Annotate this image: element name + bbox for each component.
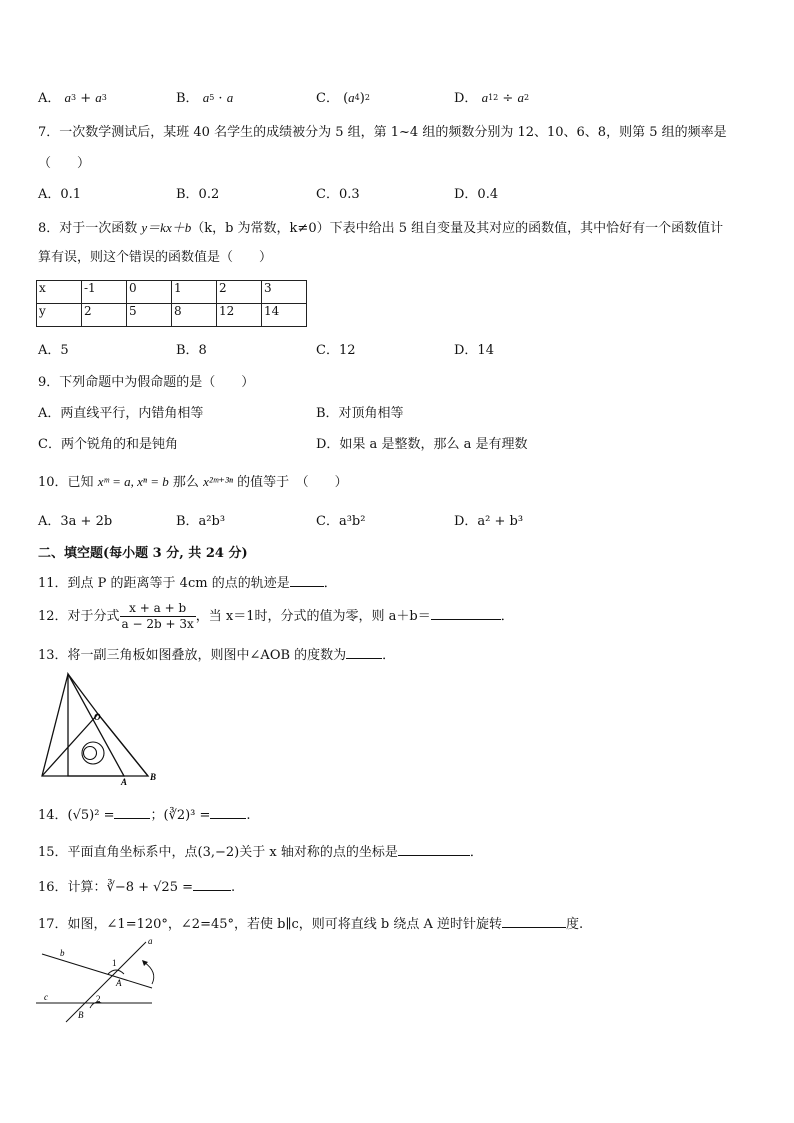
q13-text: 13．将一副三角板如图叠放，则图中∠AOB 的度数为 ． [38, 648, 396, 663]
q7-paren: （ ） [38, 156, 91, 171]
q15-text: 15．平面直角坐标系中，点(3,−2)关于 x 轴对称的点的坐标是 ． [38, 845, 483, 860]
table-cell: 3 [262, 281, 307, 304]
q9-option-c: C．两个锐角的和是钝角 [38, 437, 178, 452]
q7-option-d: D．0.4 [454, 187, 499, 202]
q8-option-a: A．5 [38, 343, 69, 358]
q12-text: 12．对于分式 $\frac{x + a + b}{a - 2b + 3x}$ ，当 x＝1时，分式的值为零，则 a＋b＝ ． [38, 601, 514, 631]
label-angle-1: 1 [112, 958, 117, 968]
q13-triangle-figure [36, 670, 166, 788]
label-angle-2: 2 [96, 994, 101, 1004]
table-cell: y [37, 304, 82, 327]
q17-text: 17．如图，∠1=120°，∠2=45°，若使 b∥c，则可将直线 b 绕点 A 逆时针旋转 度. [38, 917, 584, 932]
q6-option-d: D． $a^{12} \div a^2$ [454, 90, 530, 106]
label-line-b: b [60, 948, 65, 958]
table-cell: 12 [217, 304, 262, 327]
q12-fraction: $\frac{x + a + b}{a - 2b + 3x}$ [121, 601, 194, 631]
label-b: B [150, 772, 157, 782]
q10-option-b: B．a²b³ [176, 514, 226, 529]
q6-option-a: A． $a^3 + a^3$ [38, 90, 107, 106]
q7-option-a: A．0.1 [38, 187, 82, 202]
label-o: O [94, 712, 101, 722]
q14-text: 14．(√5)² = ；(∛2)³ = . [38, 808, 251, 823]
q10-option-d: D．a² + b³ [454, 514, 524, 529]
label-point-b: B [78, 1010, 84, 1020]
q8-value-table [36, 280, 307, 327]
q8-option-b: B．8 [176, 343, 207, 358]
q9-text: 9．下列命题中为假命题的是（ ） [38, 375, 255, 390]
q6-option-b: B． $a^5 \cdot a$ [176, 90, 234, 106]
q7-text: 7．一次数学测试后，某班 40 名学生的成绩被分为 5 组，第 1~4 组的频数分别为 12、10、6、8，则第 5 组的频率是 [38, 125, 727, 140]
q8-option-c: C．12 [316, 343, 356, 358]
q8-option-d: D．14 [454, 343, 494, 358]
table-row [37, 304, 307, 327]
q7-option-b: B．0.2 [176, 187, 220, 202]
q9-option-a: A．两直线平行，内错角相等 [38, 406, 204, 421]
table-row [37, 281, 307, 304]
table-cell: 8 [172, 304, 217, 327]
q10-option-c: C．a³b² [316, 514, 366, 529]
label-point-a: A [116, 978, 122, 988]
q7-option-c: C．0.3 [316, 187, 360, 202]
table-cell: 1 [172, 281, 217, 304]
table-cell: -1 [82, 281, 127, 304]
q16-text: 16．计算：∛−8 + √25 = . [38, 880, 236, 895]
table-cell: 0 [127, 281, 172, 304]
table-cell: 2 [217, 281, 262, 304]
table-cell: 2 [82, 304, 127, 327]
q9-option-b: B．对顶角相等 [316, 406, 404, 421]
table-cell: x [37, 281, 82, 304]
q9-option-d: D．如果 a 是整数，那么 a 是有理数 [316, 437, 528, 452]
table-cell: 14 [262, 304, 307, 327]
q17-lines-figure [36, 932, 166, 1024]
section-heading-fill-in: 二、填空题(每小题 3 分, 共 24 分) [38, 546, 248, 561]
q10-option-a: A．3a + 2b [38, 514, 113, 529]
label-a: A [121, 777, 128, 787]
q8-text-line1: 8．对于一次函数 y＝kx＋b（k，b 为常数，k≠0）下表中给出 5 组自变量及其对应的函数值，其中恰好有一个函数值计 [38, 220, 724, 236]
q10-text: 10．已知 xᵐ = a, xⁿ = b 那么 x²ᵐ⁺³ⁿ 的值等于 （ ） [38, 474, 348, 490]
table-cell: 5 [127, 304, 172, 327]
q8-text-line2: 算有误，则这个错误的函数值是（ ） [38, 250, 273, 265]
label-line-a: a [148, 936, 153, 946]
label-line-c: c [44, 992, 48, 1002]
q11-text: 11．到点 P 的距离等于 4cm 的点的轨迹是 ． [38, 576, 337, 591]
q6-option-c: C． $(a^4)^2$ [316, 90, 370, 106]
